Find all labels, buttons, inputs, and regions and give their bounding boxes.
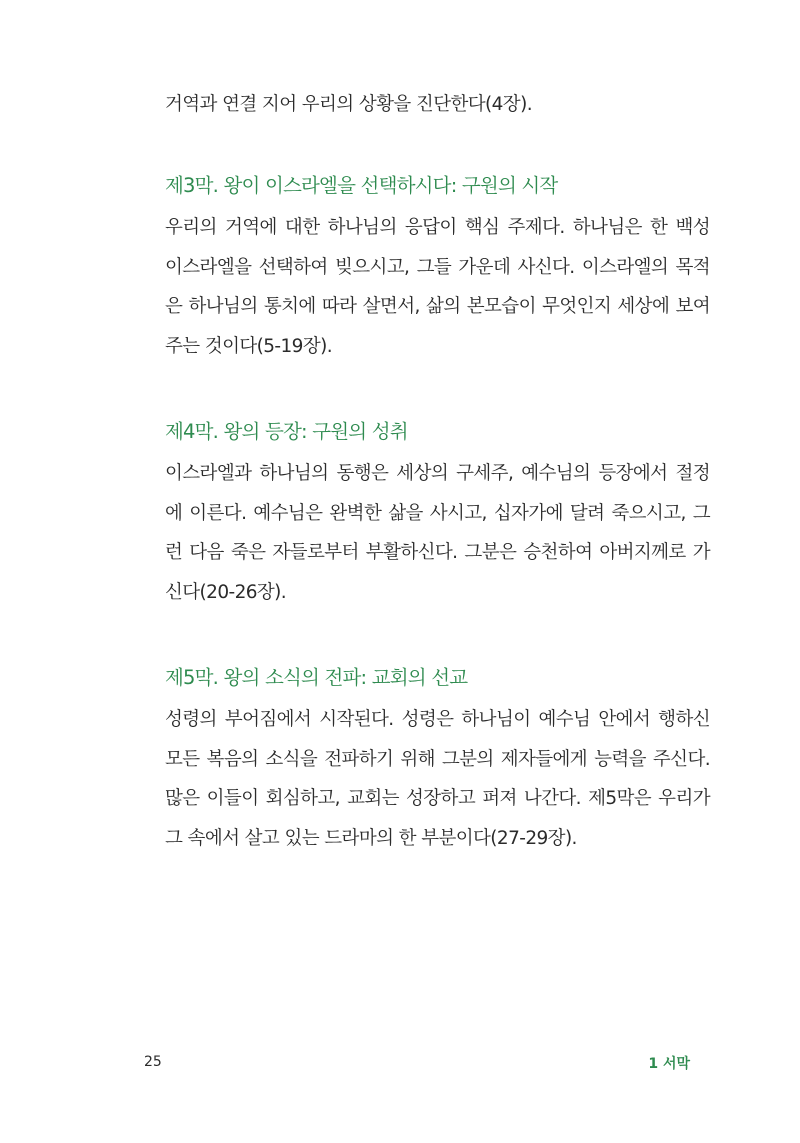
section-act-3 — [165, 172, 710, 366]
section-act-4 — [165, 418, 710, 612]
body-line: 이스라엘과 하나님의 동행은 세상의 구세주, 예수님의 등장에서 절정 — [165, 463, 710, 484]
section-act-5 — [165, 664, 710, 858]
page-number: 25 — [144, 1054, 162, 1070]
body-line: 이스라엘을 선택하여 빚으시고, 그들 가운데 사신다. 이스라엘의 목적 — [165, 256, 710, 278]
section-heading: 제5막. 왕의 소식의 전파: 교회의 선교 — [165, 666, 468, 689]
body-line: 런 다음 죽은 자들로부터 부활하신다. 그분은 승천하여 아버지께로 가 — [165, 542, 710, 563]
section-body — [165, 208, 710, 366]
page-content — [165, 90, 710, 858]
body-line: 은 하나님의 통치에 따라 살면서, 삶의 본모습이 무엇인지 세상에 보여 — [165, 296, 710, 317]
section-heading: 제3막. 왕이 이스라엘을 선택하시다: 구원의 시작 — [165, 174, 558, 197]
body-line: 에 이른다. 예수님은 완벽한 삶을 사시고, 십자가에 달려 죽으시고, 그 — [165, 502, 710, 524]
body-line: 많은 이들이 회심하고, 교회는 성장하고 퍼져 나간다. 제5막은 우리가 — [165, 788, 710, 809]
body-line: 신다(20-26장). — [165, 581, 287, 603]
section-body — [165, 454, 710, 612]
section-body — [165, 700, 710, 858]
body-line: 주는 것이다(5-19장). — [165, 335, 333, 357]
body-line: 그 속에서 살고 있는 드라마의 한 부분이다(27-29장). — [165, 827, 577, 849]
body-line: 모든 복음의 소식을 전파하기 위해 그분의 제자들에게 능력을 주신다. — [165, 748, 710, 770]
body-line: 성령의 부어짐에서 시작된다. 성령은 하나님이 예수님 안에서 행하신 — [165, 709, 710, 730]
chapter-label: 1 서막 — [648, 1056, 690, 1072]
body-line: 우리의 거역에 대한 하나님의 응답이 핵심 주제다. 하나님은 한 백성 — [165, 217, 710, 238]
section-heading: 제4막. 왕의 등장: 구원의 성취 — [165, 420, 408, 443]
intro-paragraph: 거역과 연결 지어 우리의 상황을 진단한다(4장). — [165, 94, 532, 115]
